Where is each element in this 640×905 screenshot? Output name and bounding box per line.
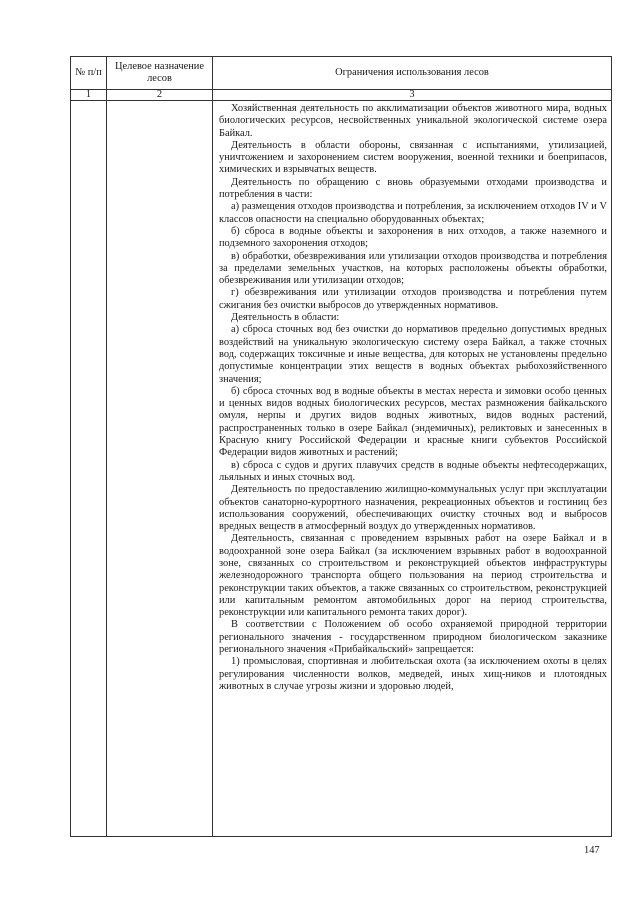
paragraph: 1) промысловая, спортивная и любительская охота (за исключением охоты в целях регулирования численности волков, медведей, иных хищ-ников и плотоядных животных в случае угрозы жизни и здоровью людей, <box>219 656 607 692</box>
paragraph: Деятельность по обращению с вновь образуемыми отходами производства и потребления в части: <box>219 176 607 201</box>
regulation-table <box>70 56 612 837</box>
row-purpose-cell <box>107 101 213 837</box>
paragraph: б) сброса сточных вод в водные объекты в местах нереста и зимовки особо ценных и ценных видов водных биологических ресурсов, местах размножения байкальского омуля, нерпы и других видов водных животных, видов водных растений, распространенных только в озере Байкал (эндемичных), реликтовых и занесенных в Красную книгу Российской Федерации и красные книги субъектов Российской Федерации видов животных и растений; <box>219 385 607 459</box>
paragraph: г) обезвреживания или утилизации отходов производства и потребления путем сжигания без очистки выбросов до утвержденных нормативов. <box>219 287 607 311</box>
header-restrictions: Ограничения использования лесов <box>213 57 612 90</box>
paragraph: Хозяйственная деятельность по акклиматизации объектов животного мира, водных биологических ресурсов, несвойственных уникальной экологической системе озера Байкал. <box>219 103 607 139</box>
column-number-3: 3 <box>213 90 612 101</box>
page-number: 147 <box>584 845 600 856</box>
column-number-2: 2 <box>107 90 213 101</box>
restrictions-cell <box>213 101 612 837</box>
column-number-row <box>71 90 612 101</box>
header-number: № п/п <box>71 57 107 90</box>
paragraph: в) сброса с судов и других плавучих средств в водные объекты нефтесодержащих, льяльных и иных сточных вод. <box>219 459 607 483</box>
paragraph: Деятельность, связанная с проведением взрывных работ на озере Байкал и в водоохранной зоне озера Байкал (за исключением взрывных работ в водоохранной зоне, связанных со строительством и реконструкцией объектов инфраструктуры железнодорожного транспорта общего пользования на период строительства и реконструкции таких объектов, а также связанных со строительством, реконструкцией или капитальным ремонтом автомобильных дорог на период строительства, реконструкции или капитального ремонта таких дорог). <box>219 533 607 619</box>
paragraph: Деятельность в области обороны, связанная с испытаниями, утилизацией, уничтожением и захоронением систем вооружения, военной техники и боеприпасов, химических и взрывчатых веществ. <box>219 139 607 176</box>
paragraph: В соответствии с Положением об особо охраняемой природной территории регионального значения - государственном природном биологическом заказнике регионального значения «Прибайкальский» запрещается: <box>219 619 607 656</box>
paragraph: а) размещения отходов производства и потребления, за исключением отходов IV и V классов опасности на специально оборудованных объектах; <box>219 201 607 225</box>
table-header-row <box>71 57 612 90</box>
paragraph: б) сброса в водные объекты и захоронения в них отходов, а также наземного и подземного захоронения отходов; <box>219 225 607 250</box>
table-row <box>71 101 612 837</box>
paragraph: в) обработки, обезвреживания или утилизации отходов производства и потребления за пределами земельных участков, на которых расположены объекты обработки, обезвреживания или утилизации отходов; <box>219 250 607 287</box>
column-number-1: 1 <box>71 90 107 101</box>
row-number-cell <box>71 101 107 837</box>
paragraph: Деятельность по предоставлению жилищно-коммунальных услуг при эксплуатации объектов санаторно-курортного назначения, рекреационных объектов и гостиниц без использования сооружений, обеспечивающих очистку сточных вод и выбросов вредных веществ в атмосферный воздух до утвержденных нормативов. <box>219 484 607 533</box>
paragraph: Деятельность в области: <box>231 312 340 324</box>
header-purpose: Целевое назначение лесов <box>107 57 213 90</box>
paragraph: а) сброса сточных вод без очистки до нормативов предельно допустимых вредных воздействий на уникальную экологическую систему озера Байкал, а также сточных вод, содержащих токсичные и иные вещества, для которых не установлены предельно допустимые концентрации этих веществ в водных объектах рыбохозяйственного значения; <box>219 324 607 385</box>
